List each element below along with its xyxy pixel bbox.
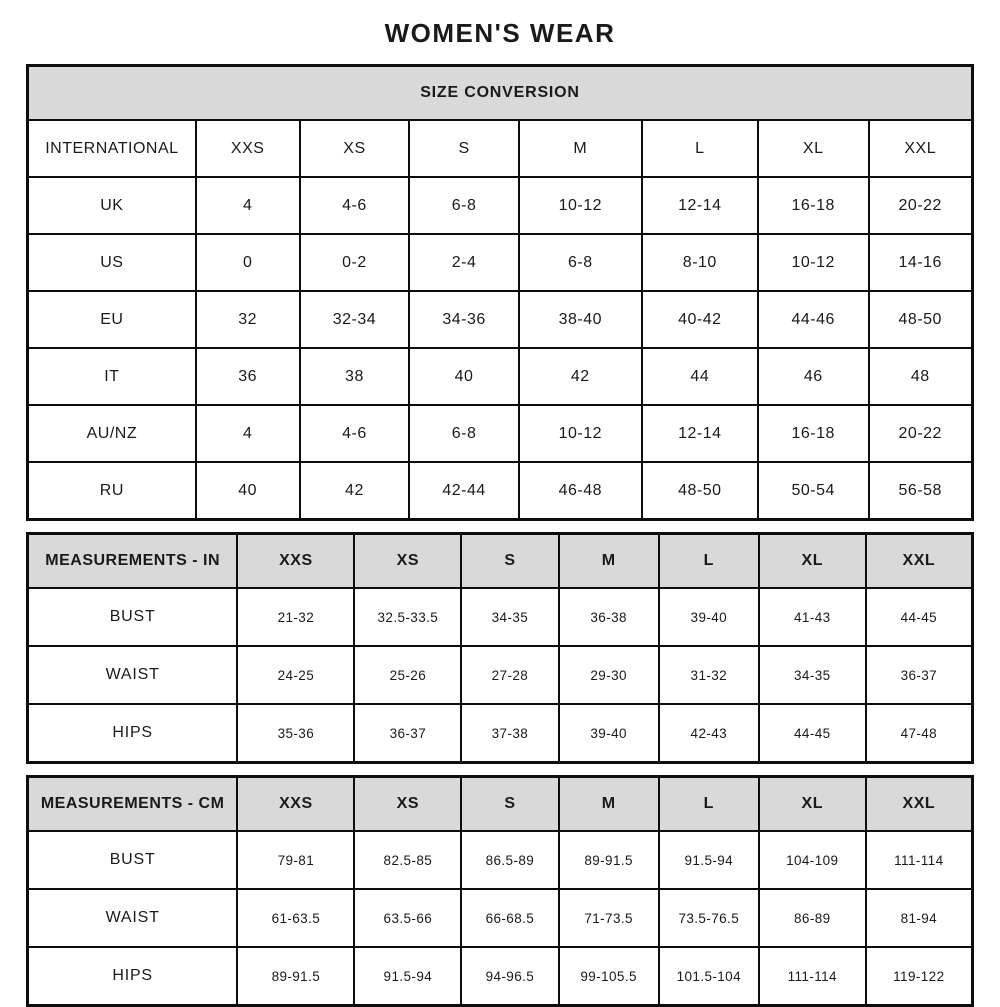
value-cell: 46-48 bbox=[519, 462, 642, 520]
value-cell: 35-36 bbox=[237, 704, 354, 763]
value-cell: 32.5-33.5 bbox=[354, 588, 461, 646]
value-cell: 34-35 bbox=[461, 588, 558, 646]
value-cell: 48-50 bbox=[869, 291, 973, 348]
value-cell: 44-46 bbox=[758, 291, 869, 348]
row-label: RU bbox=[28, 462, 196, 520]
size-header-cell: XS bbox=[354, 777, 461, 832]
size-header-cell: XL bbox=[759, 777, 866, 832]
value-cell: 40-42 bbox=[642, 291, 758, 348]
table-row bbox=[28, 405, 973, 462]
value-cell: 42 bbox=[519, 348, 642, 405]
size-header-cell: S bbox=[461, 777, 558, 832]
table-band-title: MEASUREMENTS - CM bbox=[28, 777, 238, 832]
value-cell: XS bbox=[300, 120, 410, 177]
measurements-cm-body bbox=[28, 777, 973, 1006]
table-row bbox=[28, 291, 973, 348]
value-cell: 40 bbox=[409, 348, 519, 405]
value-cell: 2-4 bbox=[409, 234, 519, 291]
value-cell: 16-18 bbox=[758, 405, 869, 462]
value-cell: 44-45 bbox=[866, 588, 973, 646]
size-header-cell: L bbox=[659, 534, 759, 589]
value-cell: 4 bbox=[196, 405, 300, 462]
size-header-cell: XXS bbox=[237, 534, 354, 589]
value-cell: 34-35 bbox=[759, 646, 866, 704]
value-cell: 46 bbox=[758, 348, 869, 405]
value-cell: 119-122 bbox=[866, 947, 973, 1006]
value-cell: 4-6 bbox=[300, 177, 410, 234]
value-cell: 91.5-94 bbox=[354, 947, 461, 1006]
value-cell: 48 bbox=[869, 348, 973, 405]
size-header-cell: L bbox=[659, 777, 759, 832]
table-row bbox=[28, 588, 973, 646]
value-cell: S bbox=[409, 120, 519, 177]
value-cell: 0-2 bbox=[300, 234, 410, 291]
value-cell: 20-22 bbox=[869, 177, 973, 234]
value-cell: 31-32 bbox=[659, 646, 759, 704]
value-cell: 101.5-104 bbox=[659, 947, 759, 1006]
size-header-cell: S bbox=[461, 534, 558, 589]
value-cell: 44 bbox=[642, 348, 758, 405]
value-cell: 4 bbox=[196, 177, 300, 234]
value-cell: 66-68.5 bbox=[461, 889, 558, 947]
value-cell: 42 bbox=[300, 462, 410, 520]
table-row bbox=[28, 177, 973, 234]
value-cell: 41-43 bbox=[759, 588, 866, 646]
size-header-cell: XS bbox=[354, 534, 461, 589]
measurements-cm-table bbox=[26, 775, 974, 1007]
table-row bbox=[28, 120, 973, 177]
value-cell: 79-81 bbox=[237, 831, 354, 889]
row-label: HIPS bbox=[28, 704, 238, 763]
value-cell: 89-91.5 bbox=[559, 831, 659, 889]
value-cell: 111-114 bbox=[759, 947, 866, 1006]
value-cell: 111-114 bbox=[866, 831, 973, 889]
value-cell: 10-12 bbox=[758, 234, 869, 291]
value-cell: 10-12 bbox=[519, 405, 642, 462]
table-row bbox=[28, 646, 973, 704]
measurements-in-table bbox=[26, 532, 974, 764]
value-cell: 71-73.5 bbox=[559, 889, 659, 947]
value-cell: 61-63.5 bbox=[237, 889, 354, 947]
value-cell: 24-25 bbox=[237, 646, 354, 704]
value-cell: 12-14 bbox=[642, 405, 758, 462]
table-row bbox=[28, 704, 973, 763]
value-cell: 47-48 bbox=[866, 704, 973, 763]
value-cell: 39-40 bbox=[659, 588, 759, 646]
value-cell: 10-12 bbox=[519, 177, 642, 234]
value-cell: 38-40 bbox=[519, 291, 642, 348]
measurements-in-body bbox=[28, 534, 973, 763]
value-cell: 8-10 bbox=[642, 234, 758, 291]
value-cell: 37-38 bbox=[461, 704, 558, 763]
value-cell: 16-18 bbox=[758, 177, 869, 234]
value-cell: L bbox=[642, 120, 758, 177]
value-cell: XXS bbox=[196, 120, 300, 177]
size-header-cell: XXL bbox=[866, 777, 973, 832]
value-cell: 48-50 bbox=[642, 462, 758, 520]
value-cell: 39-40 bbox=[559, 704, 659, 763]
value-cell: 25-26 bbox=[354, 646, 461, 704]
value-cell: 82.5-85 bbox=[354, 831, 461, 889]
value-cell: 36-38 bbox=[559, 588, 659, 646]
value-cell: 21-32 bbox=[237, 588, 354, 646]
value-cell: 91.5-94 bbox=[659, 831, 759, 889]
row-label: AU/NZ bbox=[28, 405, 196, 462]
value-cell: 73.5-76.5 bbox=[659, 889, 759, 947]
value-cell: 27-28 bbox=[461, 646, 558, 704]
size-conversion-table bbox=[26, 64, 974, 521]
table-band-title: MEASUREMENTS - IN bbox=[28, 534, 238, 589]
value-cell: 50-54 bbox=[758, 462, 869, 520]
page-title: WOMEN'S WEAR bbox=[384, 18, 616, 48]
row-label: BUST bbox=[28, 588, 238, 646]
table-row bbox=[28, 947, 973, 1006]
value-cell: 99-105.5 bbox=[559, 947, 659, 1006]
table-band-row bbox=[28, 777, 973, 832]
value-cell: XL bbox=[758, 120, 869, 177]
value-cell: 63.5-66 bbox=[354, 889, 461, 947]
size-header-cell: XL bbox=[759, 534, 866, 589]
value-cell: 14-16 bbox=[869, 234, 973, 291]
row-label: UK bbox=[28, 177, 196, 234]
value-cell: 94-96.5 bbox=[461, 947, 558, 1006]
value-cell: 36-37 bbox=[354, 704, 461, 763]
value-cell: 6-8 bbox=[519, 234, 642, 291]
value-cell: 42-44 bbox=[409, 462, 519, 520]
table-band-title: SIZE CONVERSION bbox=[28, 66, 973, 121]
row-label: US bbox=[28, 234, 196, 291]
value-cell: 0 bbox=[196, 234, 300, 291]
value-cell: 104-109 bbox=[759, 831, 866, 889]
size-header-cell: XXL bbox=[866, 534, 973, 589]
value-cell: 34-36 bbox=[409, 291, 519, 348]
value-cell: 86.5-89 bbox=[461, 831, 558, 889]
row-label: HIPS bbox=[28, 947, 238, 1006]
value-cell: 42-43 bbox=[659, 704, 759, 763]
table-band-row bbox=[28, 534, 973, 589]
row-label: INTERNATIONAL bbox=[28, 120, 196, 177]
value-cell: 38 bbox=[300, 348, 410, 405]
value-cell: 81-94 bbox=[866, 889, 973, 947]
value-cell: 36 bbox=[196, 348, 300, 405]
value-cell: 32-34 bbox=[300, 291, 410, 348]
row-label: WAIST bbox=[28, 646, 238, 704]
value-cell: 86-89 bbox=[759, 889, 866, 947]
value-cell: 6-8 bbox=[409, 177, 519, 234]
size-header-cell: M bbox=[559, 777, 659, 832]
value-cell: 89-91.5 bbox=[237, 947, 354, 1006]
table-row bbox=[28, 234, 973, 291]
row-label: BUST bbox=[28, 831, 238, 889]
value-cell: 20-22 bbox=[869, 405, 973, 462]
value-cell: 44-45 bbox=[759, 704, 866, 763]
table-row bbox=[28, 889, 973, 947]
table-row bbox=[28, 348, 973, 405]
table-row bbox=[28, 462, 973, 520]
value-cell: 56-58 bbox=[869, 462, 973, 520]
value-cell: 40 bbox=[196, 462, 300, 520]
value-cell: 32 bbox=[196, 291, 300, 348]
value-cell: 36-37 bbox=[866, 646, 973, 704]
size-header-cell: XXS bbox=[237, 777, 354, 832]
value-cell: M bbox=[519, 120, 642, 177]
size-chart-page bbox=[26, 0, 974, 1007]
size-header-cell: M bbox=[559, 534, 659, 589]
value-cell: 29-30 bbox=[559, 646, 659, 704]
value-cell: 12-14 bbox=[642, 177, 758, 234]
value-cell: XXL bbox=[869, 120, 973, 177]
row-label: IT bbox=[28, 348, 196, 405]
value-cell: 4-6 bbox=[300, 405, 410, 462]
value-cell: 6-8 bbox=[409, 405, 519, 462]
table-row bbox=[28, 831, 973, 889]
table-band-row bbox=[28, 66, 973, 121]
row-label: EU bbox=[28, 291, 196, 348]
size-conversion-body bbox=[28, 120, 973, 520]
row-label: WAIST bbox=[28, 889, 238, 947]
